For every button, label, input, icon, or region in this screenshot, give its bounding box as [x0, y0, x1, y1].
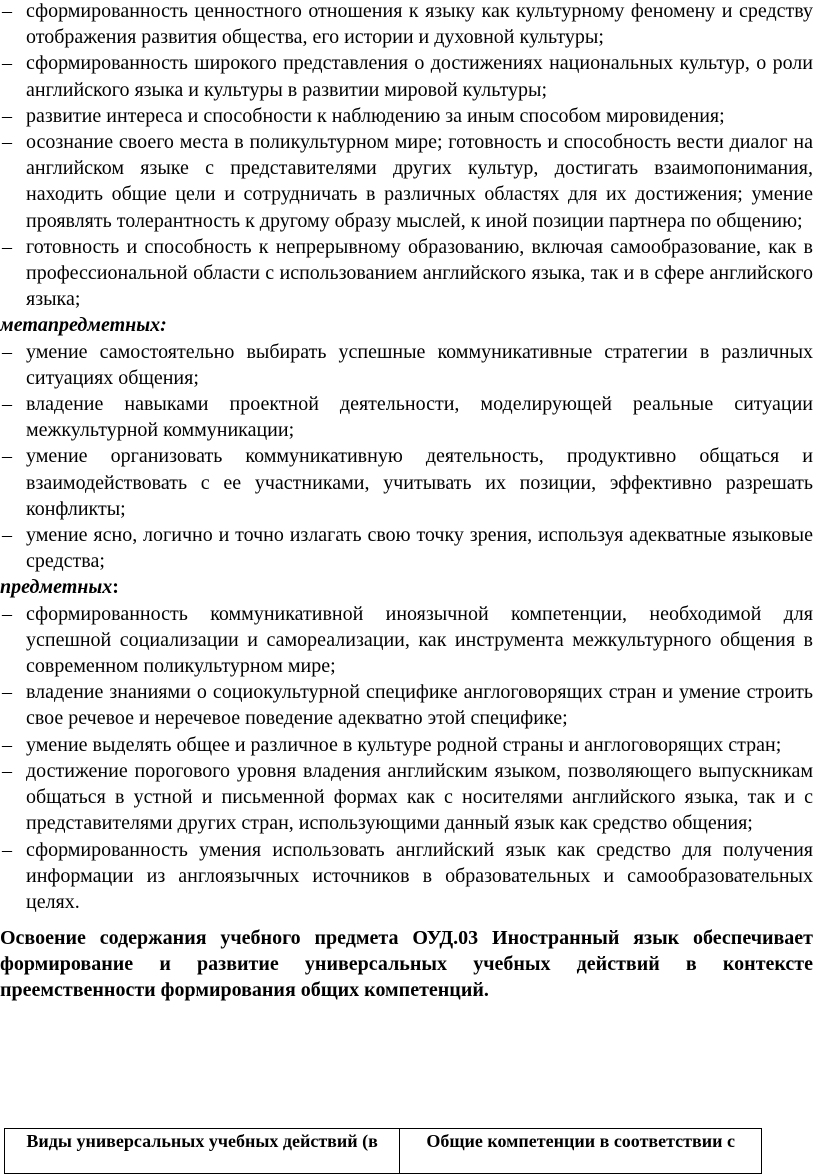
personal-results-list	[0, 0, 816, 312]
table-header-row	[5, 1129, 762, 1174]
list-item: – сформированность широкого представления о достижениях национальных культур, о роли английского языка и культуры в развитии мировой культуры;	[2, 52, 813, 101]
subject-results-list	[0, 601, 816, 915]
list-item: – владение знаниями о социокультурной специфике англоговорящих стран и умение строить свое речевое и неречевое поведение адекватно этой специфике;	[2, 681, 813, 730]
summary-paragraph: Освоение содержания учебного предмета ОУД.03 Иностранный язык обеспечивает формирование и развитие универсальных учебных действий в контексте преемственности формирования общих компетенций.	[0, 927, 813, 1002]
list-item: – умение самостоятельно выбирать успешные коммуникативные стратегии в различных ситуациях общения;	[2, 340, 813, 389]
dash-marker: –	[2, 524, 12, 547]
dash-marker: –	[2, 681, 12, 704]
list-item: – сформированность умения использовать английский язык как средство для получения информации из англоязычных источников в образовательных и самообразовательных целях.	[2, 838, 813, 913]
dash-marker: –	[2, 131, 12, 154]
dash-marker: –	[2, 602, 12, 625]
list-item: – сформированность коммуникативной иноязычной компетенции, необходимой для успешной социализации и самореализации, как инструмента межкультурного общения в современном поликультурном мире;	[2, 602, 813, 678]
dash-marker: –	[2, 104, 12, 127]
heading-subject: предметных:	[0, 576, 119, 599]
dash-marker: –	[2, 759, 12, 782]
list-item: – готовность и способность к непрерывному образованию, включая самообразование, как в профессиональной области с использованием английского языка, так и в сфере английского языка;	[2, 235, 813, 311]
competencies-table	[4, 1128, 762, 1174]
list-item: – умение ясно, логично и точно излагать свою точку зрения, используя адекватные языковые средства;	[2, 524, 813, 573]
list-item: – умение выделять общее и различное в культуре родной страны и англоговорящих стран;	[0, 732, 816, 758]
dash-marker: –	[2, 340, 12, 363]
dash-marker: –	[2, 235, 12, 258]
table-header-cell: Общие компетенции в соответствии с	[400, 1129, 762, 1174]
dash-marker: –	[2, 733, 12, 756]
competencies-table-wrap	[0, 1128, 816, 1174]
list-item: – сформированность ценностного отношения к языку как культурному феномену и средству отображения развития общества, его истории и духовной культуры;	[2, 0, 813, 49]
dash-marker: –	[2, 445, 12, 468]
list-item: – умение организовать коммуникативную деятельность, продуктивно общаться и взаимодействовать с ее участниками, учитывать их позиции, эффективно разрешать конфликты;	[2, 445, 813, 520]
dash-marker: –	[2, 838, 12, 861]
dash-marker: –	[2, 0, 12, 22]
heading-meta: метапредметных:	[0, 314, 167, 337]
list-item: – достижение порогового уровня владения английским языком, позволяющего выпускникам общаться в устной и письменной формах как с носителями английского языка, так и с представителями других стран, использующими данный язык как средство общения;	[2, 759, 813, 835]
list-item: – развитие интереса и способности к наблюдению за иным способом мировидения;	[0, 103, 816, 129]
dash-marker: –	[2, 52, 12, 75]
table-header-cell: Виды универсальных учебных действий (в	[5, 1129, 400, 1174]
list-item: – владение навыками проектной деятельности, моделирующей реальные ситуации межкультурной коммуникации;	[2, 393, 813, 442]
list-item: – осознание своего места в поликультурном мире; готовность и способность вести диалог на английском языке с представителями других культур, достигать взаимопонимания, находить общие цели и сотрудничать в различных областях для их достижения; умение проявлять толерантность к другому образу мыслей, к иной позиции партнера по общению;	[2, 131, 813, 232]
meta-results-list	[0, 339, 816, 575]
dash-marker: –	[2, 393, 12, 416]
